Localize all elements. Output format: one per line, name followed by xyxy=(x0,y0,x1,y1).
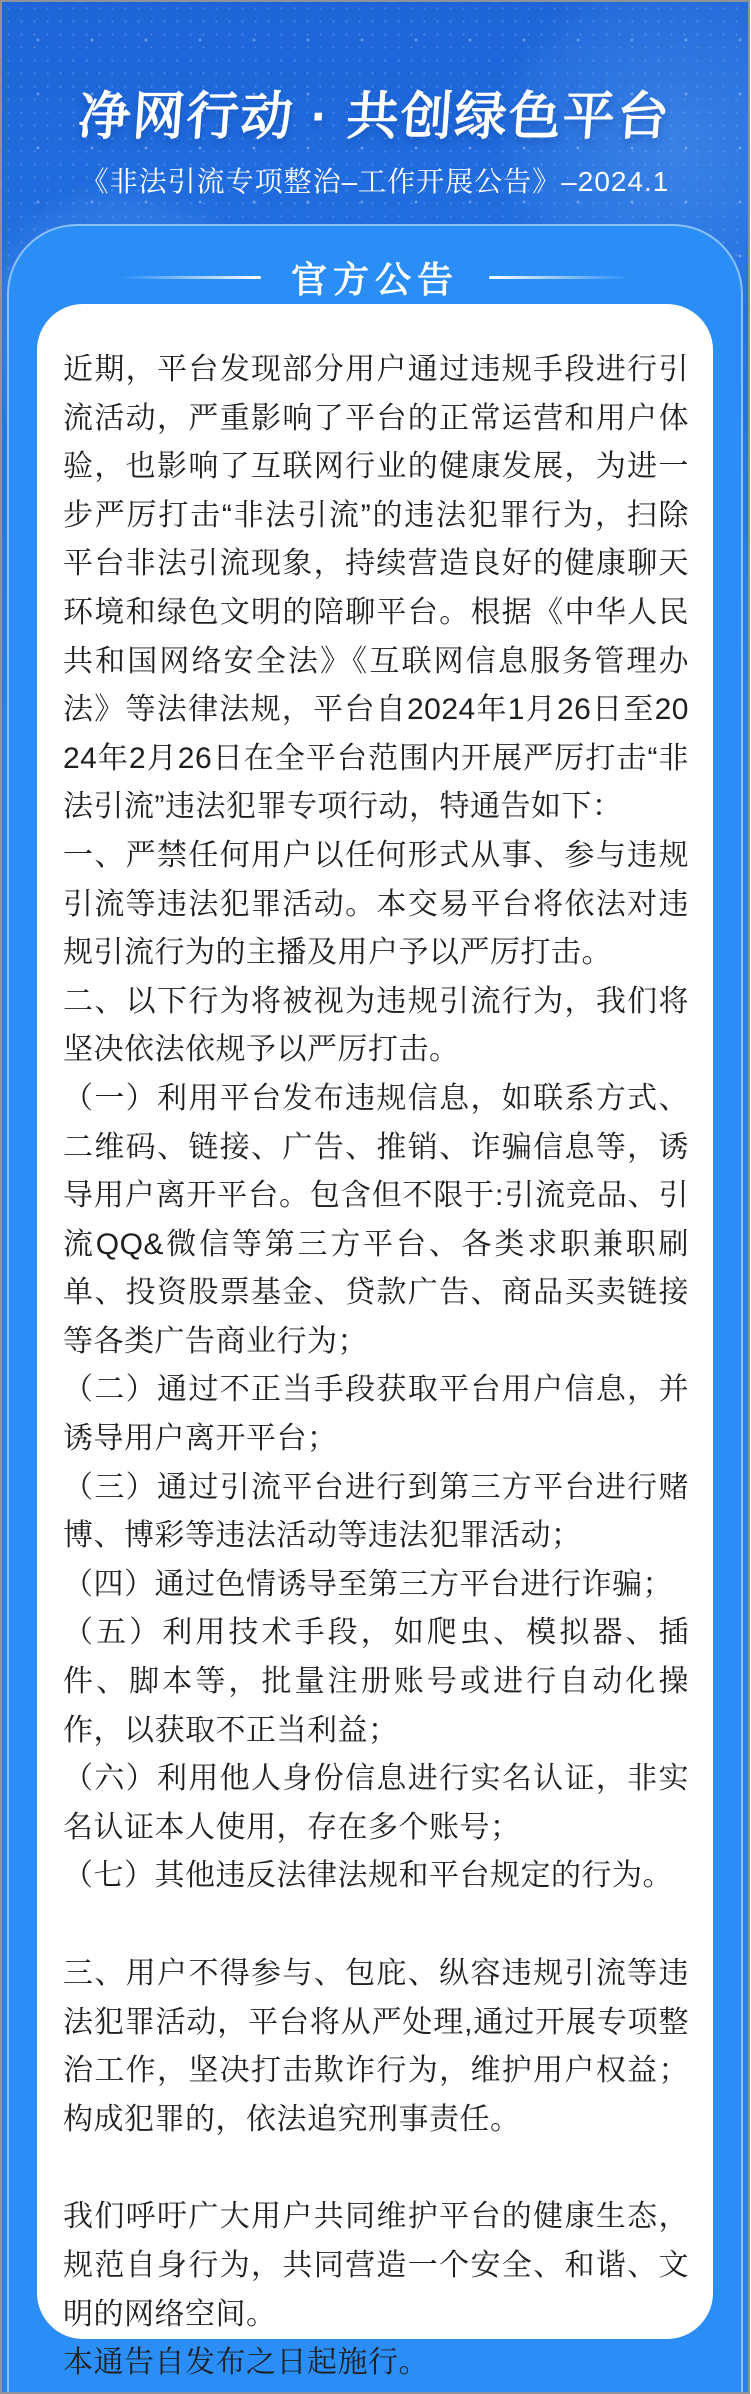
notice-paragraph-item-4: （四）通过色情诱导至第三方平台进行诈骗； xyxy=(63,1567,673,1601)
notice-paragraph-rule-1: 一、严禁任何用户以任何形式从事、参与违规引流等违法犯罪活动。本交易平台将依法对违规引流行为的主播及用户予以严厉打击。 xyxy=(63,838,689,970)
notice-paragraph-item-5: （五）利用技术手段，如爬虫、模拟器、插件、脚本等，批量注册账号或进行自动化操作，以获取不正当利益； xyxy=(63,1616,689,1747)
notice-paragraph-item-3: （三）通过引流平台进行到第三方平台进行赌博、博彩等违法活动等违法犯罪活动； xyxy=(63,1470,689,1553)
notice-paragraph-effective: 本通告自发布之日起施行。 xyxy=(63,2346,429,2380)
notice-paragraph-rule-2: 二、以下行为将被视为违规引流行为，我们将坚决依法依规予以严厉打击。 xyxy=(63,984,689,1067)
official-badge xyxy=(9,252,741,303)
page-title: 净网行动 · 共创绿色平台 xyxy=(76,88,673,146)
notice-paragraph-appeal: 我们呼吁广大用户共同维护平台的健康生态，规范自身行为，共同营造一个安全、和谐、文明的网络空间。 xyxy=(63,2200,689,2331)
notice-paragraph-item-7: （七）其他违反法律法规和平台规定的行为。 xyxy=(63,1859,673,1893)
notice-paragraph-rule-3: 三、用户不得参与、包庇、纵容违规引流等违法犯罪活动，平台将从严处理,通过开展专项整治工作，坚决打击欺诈行为，维护用户权益；构成犯罪的，依法追究刑事责任。 xyxy=(63,1957,689,2136)
badge-line-left-decoration xyxy=(121,276,261,279)
badge-label: 官方公告 xyxy=(290,259,459,300)
page-subtitle: 《非法引流专项整治–工作开展公告》–2024.1 xyxy=(80,166,670,197)
notice-card xyxy=(37,304,713,2380)
notice-paragraph-intro: 近期，平台发现部分用户通过违规手段进行引流活动，严重影响了平台的正常运营和用户体验，也影响了互联网行业的健康发展，为进一步严厉打击“非法引流”的违法犯罪行为，扫除平台非法引流现象，持续营造良好的健康聊天环境和绿色文明的陪聊平台。根据《中华人民共和国网络安全法》《互联网信息服务管理办法》等法律法规，平台自2024年1月26日至2024年2月26日在全平台范围内开展严厉打击“非法引流”违法犯罪专项行动，特通告如下： xyxy=(63,353,689,824)
notice-paragraph-item-2: （二）通过不正当手段获取平台用户信息，并诱导用户离开平台； xyxy=(63,1373,689,1456)
badge-line-right-decoration xyxy=(489,276,629,279)
announcement-panel xyxy=(7,224,743,2392)
notice-paragraph-item-1: （一）利用平台发布违规信息，如联系方式、二维码、链接、广告、推销、诈骗信息等，诱导用户离开平台。包含但不限于:引流竞品、引流QQ&微信等第三方平台、各类求职兼职刷单、投资股票基金、贷款广告、商品买卖链接等各类广告商业行为； xyxy=(63,1081,689,1358)
notice-paragraph-item-6: （六）利用他人身份信息进行实名认证，非实名认证本人使用，存在多个账号； xyxy=(63,1762,689,1844)
